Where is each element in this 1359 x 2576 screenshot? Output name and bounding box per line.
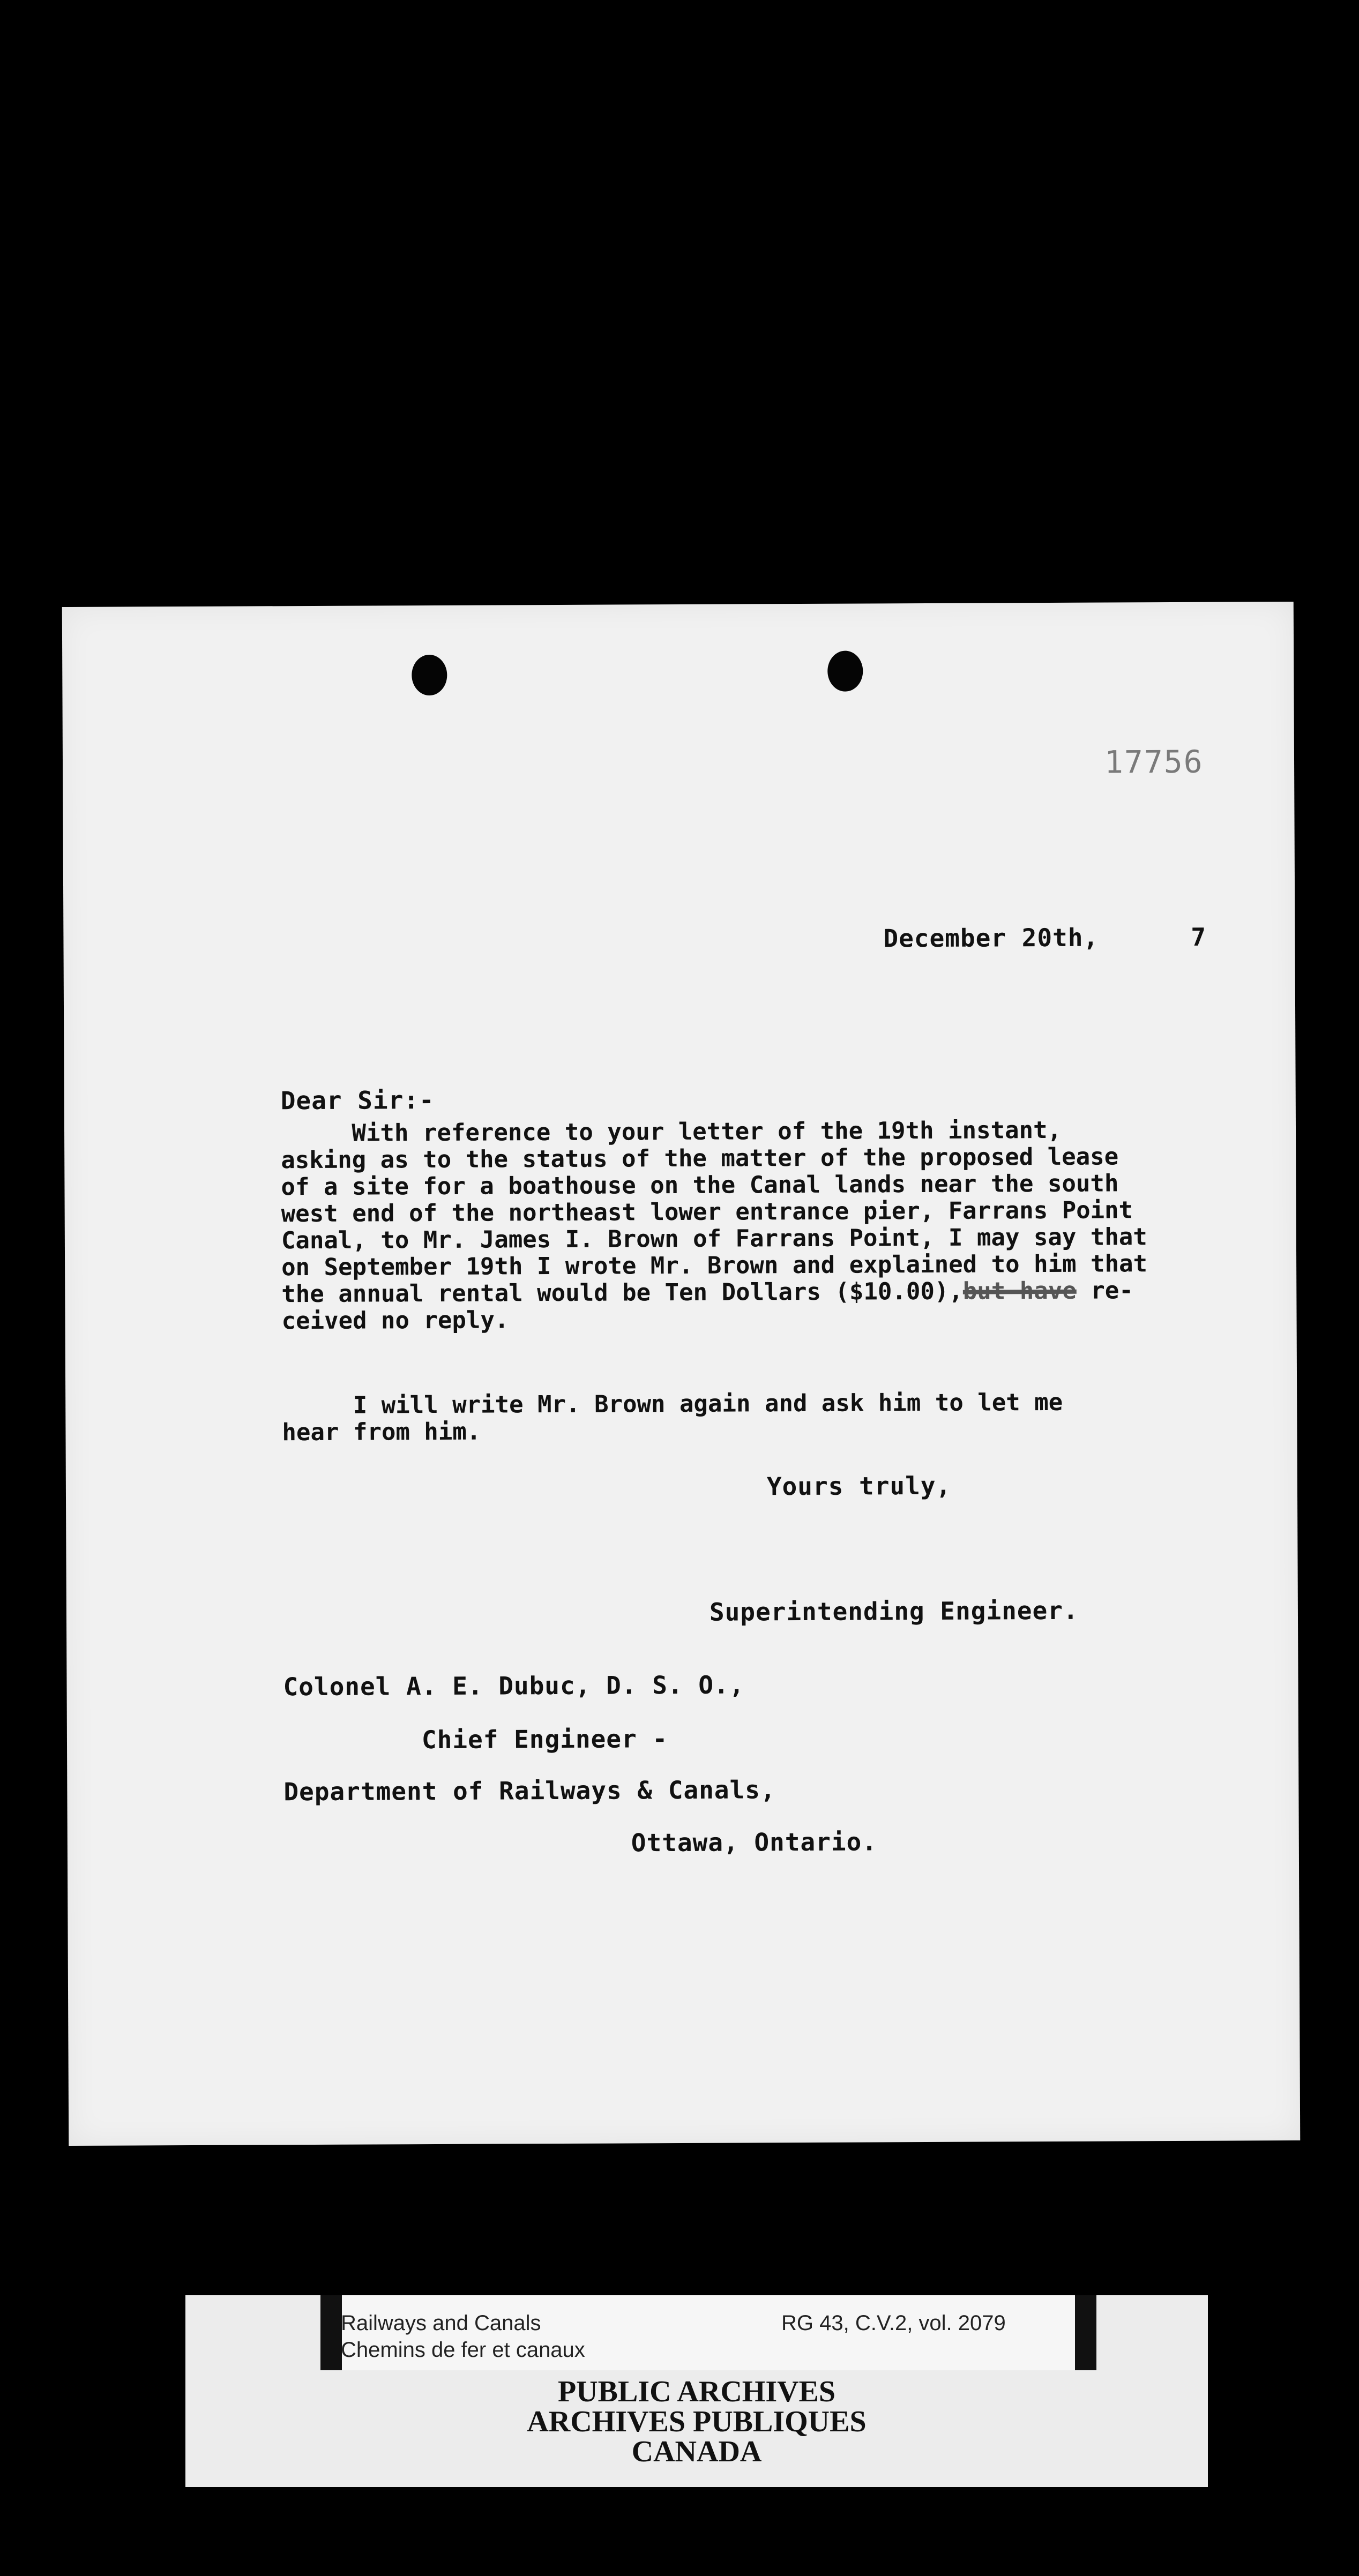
- body-line: west end of the northeast lower entrance pier, Farrans Point: [281, 1196, 1133, 1228]
- archive-name-fr: ARCHIVES PUBLIQUES: [527, 2405, 867, 2438]
- recipient-city: Ottawa, Ontario.: [631, 1827, 878, 1858]
- punch-hole-left: [412, 655, 447, 695]
- body-line-text: the annual rental would be Ten Dollars ($10.00),: [281, 1277, 963, 1308]
- salutation: Dear Sir:-: [280, 1085, 435, 1115]
- recipient-department: Department of Railways & Canals,: [283, 1775, 776, 1807]
- collection-name-fr: Chemins de fer et canaux: [341, 2338, 585, 2362]
- body-line: With reference to your letter of the 19th instant,: [280, 1116, 1062, 1148]
- archive-name-en: PUBLIC ARCHIVES: [557, 2375, 836, 2408]
- letter-date: December 20th, 7: [883, 922, 1207, 953]
- file-number: 17756: [1104, 743, 1204, 781]
- body-paragraph-2: [282, 1389, 1063, 1446]
- body-line: asking as to the status of the matter of the proposed lease: [281, 1143, 1119, 1174]
- body-line-text: re-: [1076, 1277, 1133, 1305]
- letter-page: [62, 602, 1301, 2146]
- body-line: Canal, to Mr. James I. Brown of Farrans Point, I may say that: [281, 1223, 1147, 1255]
- body-line: of a site for a boathouse on the Canal lands near the south: [281, 1170, 1119, 1201]
- archive-reference: RG 43, C.V.2, vol. 2079: [781, 2311, 1006, 2335]
- closing: Yours truly,: [766, 1471, 952, 1501]
- body-line: I will write Mr. Brown again and ask him to let me: [282, 1388, 1063, 1420]
- body-line: [281, 1277, 1224, 1308]
- punch-hole-right: [827, 651, 863, 692]
- struck-text: but have: [962, 1277, 1077, 1305]
- recipient-title: Chief Engineer -: [421, 1724, 668, 1755]
- archive-stamp: [185, 2295, 1208, 2487]
- body-paragraph-1: [281, 1117, 1225, 1335]
- recipient-name: Colonel A. E. Dubuc, D. S. O.,: [283, 1670, 745, 1702]
- body-line: on September 19th I wrote Mr. Brown and explained to him that: [281, 1250, 1148, 1282]
- archive-country: CANADA: [631, 2435, 762, 2468]
- signature-title: Superintending Engineer.: [709, 1596, 1079, 1627]
- collection-name-en: Railways and Canals: [341, 2311, 541, 2335]
- body-line: hear from him.: [282, 1418, 481, 1447]
- body-line: ceived no reply.: [281, 1306, 509, 1335]
